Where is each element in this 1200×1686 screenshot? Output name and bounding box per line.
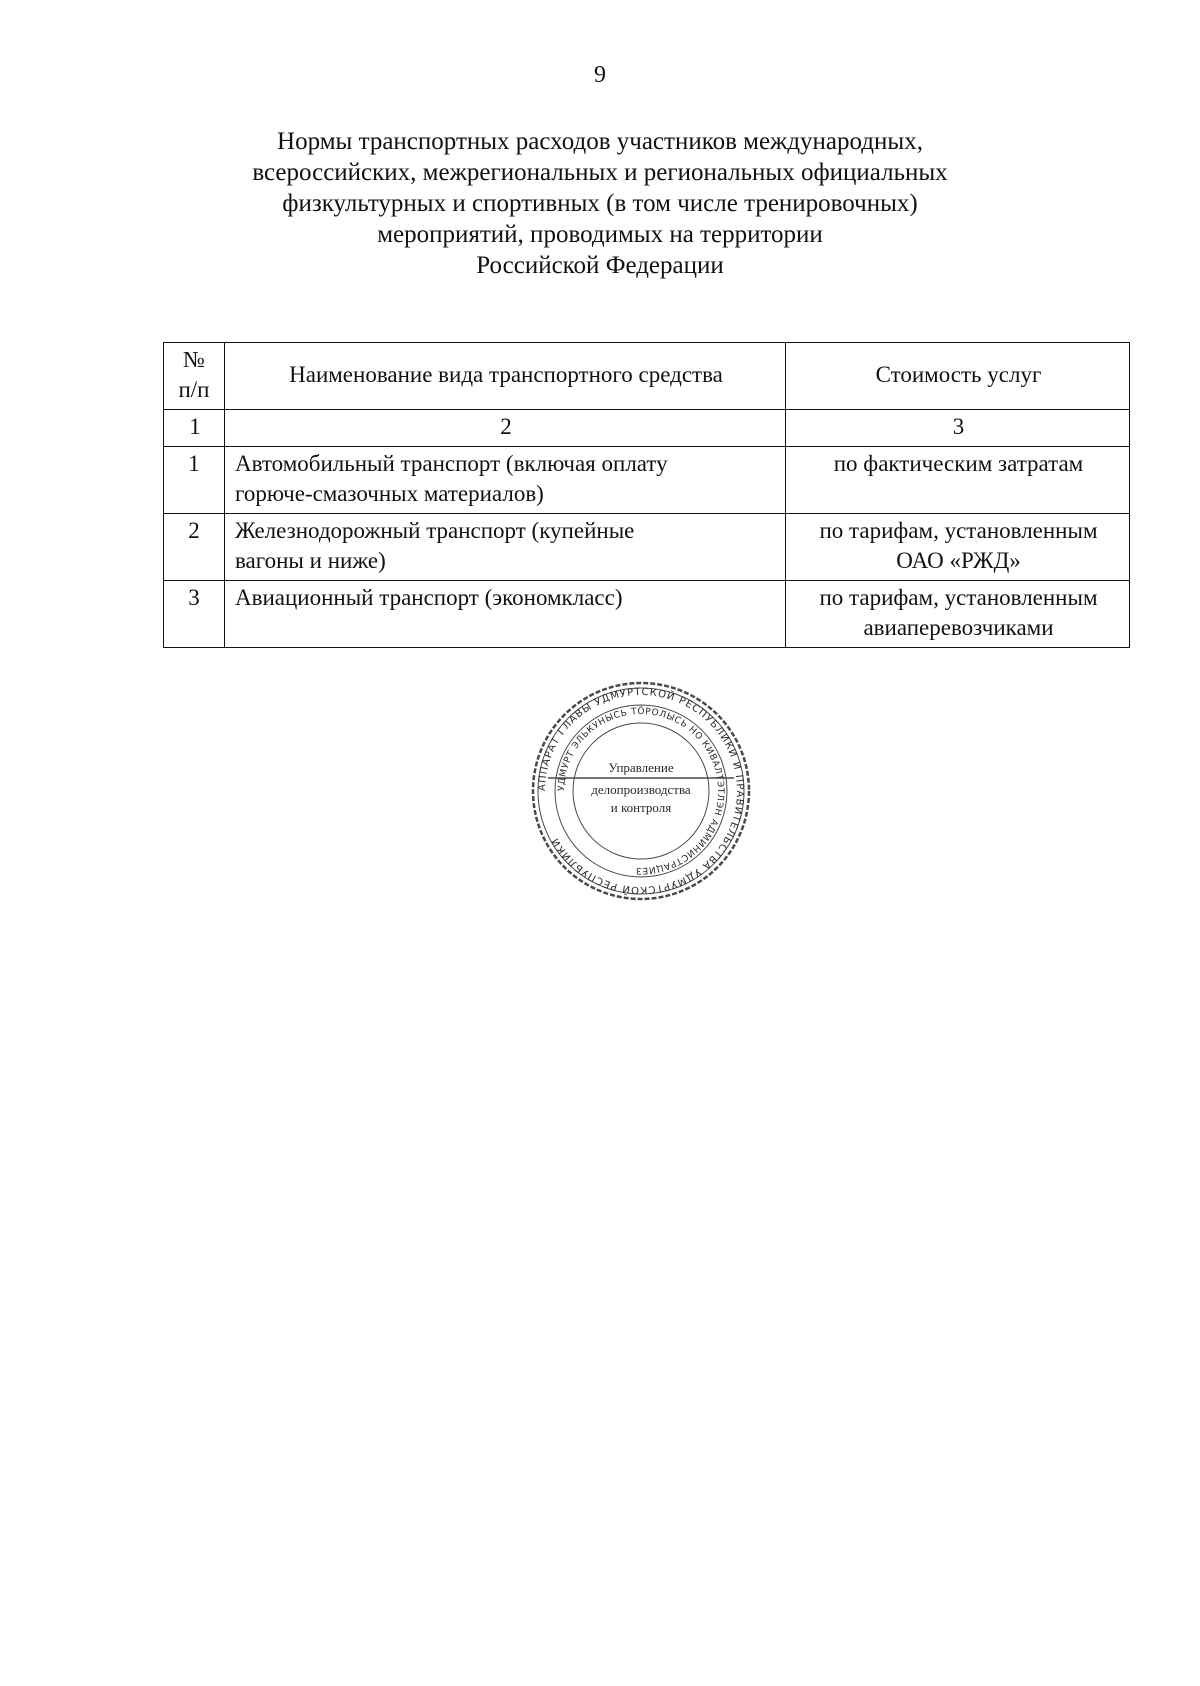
- header-number: [164, 343, 225, 410]
- table-header-row: [164, 343, 1130, 410]
- table-row: [164, 447, 1130, 514]
- title-line: мероприятий, проводимых на территории: [377, 221, 823, 248]
- cell-line: Железнодорожный транспорт (купейные: [235, 518, 635, 543]
- stamp-center-text: Управление: [608, 760, 674, 775]
- transport-type-cell: [225, 514, 786, 581]
- cell-line: по тарифам, установленным: [819, 518, 1098, 543]
- cell-line: Автомобильный транспорт (включая оплату: [235, 451, 668, 476]
- stamp-outer-text: АППАРАТ ГЛАВЫ УДМУРТСКОЙ РЕСПУБЛИКИ И ПРАВИТЕЛЬСТВА УДМУРТСКОЙ РЕСПУБЛИКИ: [536, 686, 746, 896]
- cost-cell: [786, 447, 1130, 514]
- cell-line: авиаперевозчиками: [863, 615, 1054, 640]
- table-row: [164, 514, 1130, 581]
- cell-line: по фактическим затратам: [833, 451, 1084, 476]
- cost-cell: [786, 581, 1130, 648]
- header-number-abbrev: п/п: [178, 377, 210, 402]
- row-number: 3: [164, 581, 225, 648]
- header-cost: Стоимость услуг: [786, 343, 1130, 410]
- cell-line: по тарифам, установленным: [819, 585, 1098, 610]
- title-line: Нормы транспортных расходов участников международных,: [277, 128, 923, 155]
- row-number: 2: [164, 514, 225, 581]
- title-line: всероссийских, межрегиональных и региональных официальных: [252, 159, 948, 186]
- column-number-row: [164, 410, 1130, 447]
- header-transport-type: Наименование вида транспортного средства: [225, 343, 786, 410]
- transport-type-cell: [225, 447, 786, 514]
- transport-norms-table: [163, 342, 1130, 648]
- cell-line: вагоны и ниже): [235, 548, 386, 573]
- row-number: 1: [164, 447, 225, 514]
- cost-cell: [786, 514, 1130, 581]
- stamp-center-text: и контроля: [610, 800, 672, 815]
- official-stamp: [528, 680, 754, 902]
- stamp-center-text: делопроизводства: [591, 782, 691, 797]
- page-number: 9: [594, 62, 606, 88]
- title-line: физкультурных и спортивных (в том числе тренировочных): [282, 190, 918, 217]
- cell-line: горюче-смазочных материалов): [235, 481, 544, 506]
- cell-line: ОАО «РЖД»: [896, 548, 1021, 573]
- stamp-inner-text: УДМУРТ ЭЛЬКУНЫСЬ ТÖРОЛЫСЬ НО КИВАЛТЭТЛЭН АДМИНИСТРАЦИЕЗ: [556, 706, 726, 876]
- transport-type-cell: [225, 581, 786, 648]
- column-number: 1: [164, 410, 225, 447]
- header-number-sign: №: [183, 347, 205, 372]
- cell-line: Авиационный транспорт (экономкласс): [235, 585, 623, 610]
- title-line: Российской Федерации: [476, 252, 724, 279]
- column-number: 3: [786, 410, 1130, 447]
- document-title: [150, 126, 1050, 281]
- table-row: [164, 581, 1130, 648]
- column-number: 2: [225, 410, 786, 447]
